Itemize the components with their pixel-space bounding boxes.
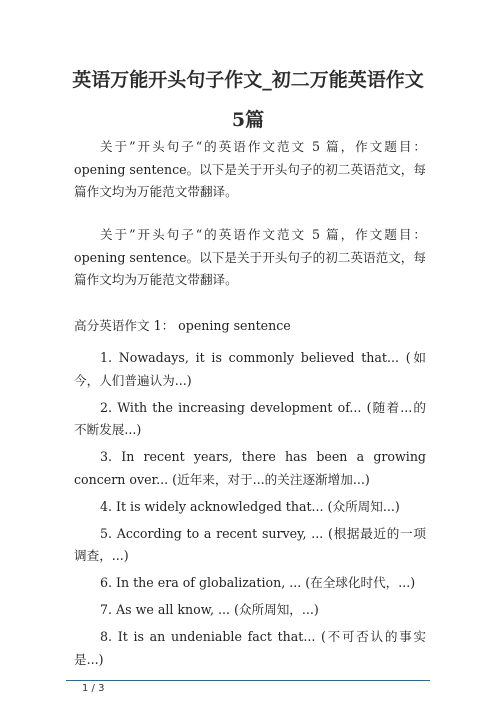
- list-item: 4. It is widely acknowledged that... (众所周知...): [100, 498, 400, 514]
- document-title-line-1: 英语万能开头句子作文_初二万能英语作文: [72, 69, 424, 91]
- list-item: 3. In recent years, there has been a growing concern over... (近年来，对于...的关注逐渐增加...): [74, 449, 426, 487]
- footer-divider: [66, 680, 430, 681]
- list-item: 7. As we all know, ... (众所周知，...): [100, 602, 319, 617]
- list-item: 2. With the increasing development of... (随着...的不断发展...): [74, 399, 426, 437]
- essay-heading: 高分英语作文 1： opening sentence: [74, 318, 291, 333]
- list-item: 5. According to a recent survey, ... (根据最近的一项调查，...): [74, 525, 426, 563]
- intro-paragraph-2: 关于”开头句子“的英语作文范文 5 篇，作文题目：opening sentence。以下是关于开头句子的初二英语范文，每篇作文均为万能范文带翻译。: [74, 227, 426, 287]
- list-item: 1. Nowadays, it is commonly believed that... (如今，人们普遍认为...): [74, 350, 426, 388]
- document-title-line-2: 5篇: [231, 109, 265, 131]
- page-indicator: 1 / 3: [82, 683, 105, 694]
- intro-paragraph-1: 关于”开头句子“的英语作文范文 5 篇，作文题目：opening sentence。以下是关于开头句子的初二英语范文，每篇作文均为万能范文带翻译。: [74, 139, 426, 199]
- sentence-list: [74, 347, 426, 676]
- list-item: 8. It is an undeniable fact that... (不可否认的事实是...): [74, 629, 426, 667]
- list-item: 6. In the era of globalization, ... (在全球化时代，...): [100, 575, 416, 590]
